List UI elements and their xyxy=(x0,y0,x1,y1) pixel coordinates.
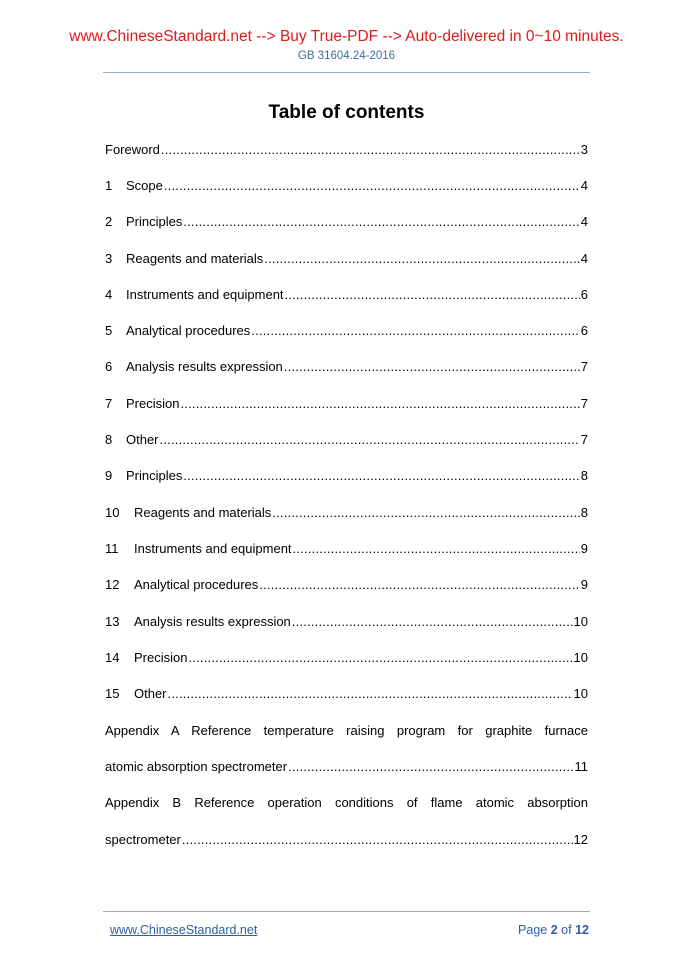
toc-dot-leader xyxy=(293,540,580,558)
toc-entry-label: Reagents and materials xyxy=(134,505,272,520)
toc-entry-label: Instruments and equipment xyxy=(126,287,284,302)
toc-entry-label: Analytical procedures xyxy=(126,323,251,338)
toc-entry-10[interactable] xyxy=(105,504,588,522)
toc-entry-appendix-a[interactable] xyxy=(105,758,588,776)
toc-entry-label: Precision xyxy=(126,396,180,411)
toc-entry-number: 6 xyxy=(105,359,113,374)
page-of-label: of xyxy=(561,923,572,937)
toc-entry-4[interactable] xyxy=(105,286,588,304)
toc-dot-leader xyxy=(161,141,580,159)
toc-entry-label: Foreword xyxy=(105,142,160,157)
footer-divider xyxy=(103,911,590,912)
toc-entry-number: 1 xyxy=(105,178,113,193)
toc-dot-leader xyxy=(284,358,580,376)
toc-dot-leader xyxy=(292,613,573,631)
toc-entry-appendix-b-line1[interactable]: Appendix B Reference operation conditions of flame atomic absorption xyxy=(105,795,588,810)
toc-entry-page: 9 xyxy=(580,541,588,556)
toc-entry-label: Other xyxy=(126,432,159,447)
page-indicator xyxy=(518,922,589,938)
toc-entry-12[interactable] xyxy=(105,576,588,594)
toc-entry-page: 8 xyxy=(580,468,588,483)
promo-banner[interactable]: www.ChineseStandard.net --> Buy True-PDF --> Auto-delivered in 0~10 minutes. xyxy=(69,28,624,45)
toc-entry-13[interactable] xyxy=(105,613,588,631)
toc-entry-number: 9 xyxy=(105,468,113,483)
standard-number: GB 31604.24-2016 xyxy=(297,50,396,62)
toc-entry-page: 10 xyxy=(573,614,588,629)
header-divider xyxy=(103,72,590,73)
toc-entry-page: 7 xyxy=(580,432,588,447)
toc-entry-label: Precision xyxy=(134,650,188,665)
toc-entry-page: 6 xyxy=(580,323,588,338)
toc-entry-number: 7 xyxy=(105,396,113,411)
toc-dot-leader xyxy=(160,431,580,449)
toc-entry-label: Scope xyxy=(126,178,163,193)
toc-entry-foreword[interactable] xyxy=(105,141,588,159)
toc-entry-page: 4 xyxy=(580,178,588,193)
toc-entry-page: 3 xyxy=(580,142,588,157)
toc-dot-leader xyxy=(180,395,579,413)
toc-dot-leader xyxy=(251,322,579,340)
toc-entry-page: 11 xyxy=(574,759,588,774)
toc-entry-2[interactable] xyxy=(105,213,588,231)
toc-entry-8[interactable] xyxy=(105,431,588,449)
toc-entry-page: 7 xyxy=(580,396,588,411)
toc-entry-1[interactable] xyxy=(105,177,588,195)
toc-entry-appendix-b[interactable] xyxy=(105,831,588,849)
toc-entry-number: 10 xyxy=(105,505,120,520)
toc-entry-6[interactable] xyxy=(105,358,588,376)
toc-entry-number: 2 xyxy=(105,214,113,229)
toc-entry-page: 8 xyxy=(580,505,588,520)
toc-entry-5[interactable] xyxy=(105,322,588,340)
toc-entry-page: 4 xyxy=(580,251,588,266)
toc-entry-label: Instruments and equipment xyxy=(134,541,292,556)
toc-entry-15[interactable] xyxy=(105,685,588,703)
toc-entry-number: 14 xyxy=(105,650,120,665)
toc-dot-leader xyxy=(164,177,580,195)
toc-entry-page: 4 xyxy=(580,214,588,229)
toc-entry-page: 12 xyxy=(573,832,588,847)
toc-dot-leader xyxy=(264,250,579,268)
toc-dot-leader xyxy=(272,504,579,522)
toc-entry-number: 15 xyxy=(105,686,120,701)
toc-dot-leader xyxy=(183,467,579,485)
toc-entry-11[interactable] xyxy=(105,540,588,558)
toc-entry-page: 9 xyxy=(580,577,588,592)
toc-dot-leader xyxy=(259,576,579,594)
toc-entry-appendix-a-line1[interactable]: Appendix A Reference temperature raising program for graphite furnace xyxy=(105,723,588,738)
toc-entry-label: Analysis results expression xyxy=(126,359,283,374)
toc-entry-label: Principles xyxy=(126,214,183,229)
toc-entry-number: 5 xyxy=(105,323,113,338)
toc-dot-leader xyxy=(285,286,580,304)
toc-entry-label: Analytical procedures xyxy=(134,577,259,592)
toc-entry-number: 4 xyxy=(105,287,113,302)
toc-entry-3[interactable] xyxy=(105,250,588,268)
toc-entry-page: 6 xyxy=(580,287,588,302)
toc-entry-label: spectrometer xyxy=(105,832,181,847)
footer-website-link[interactable]: www.ChineseStandard.net xyxy=(110,923,258,937)
toc-entry-number: 3 xyxy=(105,251,113,266)
page-current: 2 xyxy=(550,923,558,937)
toc-entry-number: 13 xyxy=(105,614,120,629)
page-title: Table of contents xyxy=(268,102,425,123)
toc-dot-leader xyxy=(182,831,573,849)
toc-dot-leader xyxy=(168,685,573,703)
toc-entry-7[interactable] xyxy=(105,395,588,413)
page-label: Page xyxy=(518,923,548,937)
toc-entry-label: Principles xyxy=(126,468,183,483)
toc-entry-number: 8 xyxy=(105,432,113,447)
toc-dot-leader xyxy=(183,213,579,231)
toc-entry-number: 11 xyxy=(105,541,119,556)
toc-entry-14[interactable] xyxy=(105,649,588,667)
page-total: 12 xyxy=(575,923,589,937)
toc-entry-label: Reagents and materials xyxy=(126,251,264,266)
toc-entry-page: 7 xyxy=(580,359,588,374)
toc-dot-leader xyxy=(188,649,572,667)
toc-entry-page: 10 xyxy=(573,650,588,665)
toc-entry-label: Other xyxy=(134,686,167,701)
toc-entry-page: 10 xyxy=(573,686,588,701)
toc-entry-9[interactable] xyxy=(105,467,588,485)
toc-entry-number: 12 xyxy=(105,577,120,592)
toc-dot-leader xyxy=(288,758,573,776)
toc-entry-label: Analysis results expression xyxy=(134,614,291,629)
toc-entry-label: atomic absorption spectrometer xyxy=(105,759,288,774)
